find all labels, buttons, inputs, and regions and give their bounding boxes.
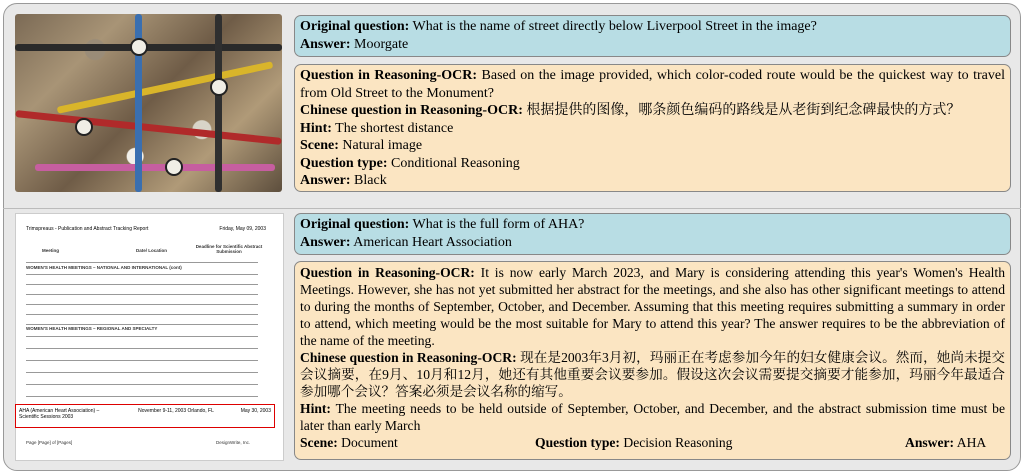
ex1-type xyxy=(300,155,1005,173)
label: Original question: xyxy=(300,19,410,34)
ex1-answer xyxy=(300,172,1005,190)
lego-map-image xyxy=(15,14,282,192)
ex1-reasoning-box xyxy=(294,64,1011,192)
text: What is the full form of AHA? xyxy=(412,217,585,232)
doc-rule xyxy=(26,396,258,397)
doc-header-title: Trimspreaus - Publication and Abstract Tracking Report xyxy=(26,226,149,232)
doc-header xyxy=(26,226,266,232)
doc-rule xyxy=(26,304,258,305)
route-line-dark xyxy=(215,14,222,192)
ex1-hint xyxy=(300,120,1005,138)
label: Question in Reasoning-OCR: xyxy=(300,68,478,83)
label: Answer: xyxy=(300,173,351,188)
doc-header-date: Friday, May 09, 2003 xyxy=(219,226,266,232)
text: It is now early March 2023, and Mary is considering attending this year's Women's Health Meetings. However, she has not yet submitted her abstract for the meetings, and she also has other significant meetings to attend to during the months of September, October, and December. Assuming that this meeting requires submitting a summary in order to attend, which meeting would be the most suitable for Mary to attend this year? The answer requires to be the abbreviation of the name of the meeting. xyxy=(300,265,1005,348)
doc-footer-page: Page [Page] of [Pages] xyxy=(26,440,73,445)
station-marker xyxy=(130,38,148,56)
label: Hint: xyxy=(300,401,331,416)
label: Answer: xyxy=(300,234,351,250)
doc-section-1: WOMEN'S HEALTH MEETINGS – NATIONAL AND INTERNATIONAL (cont) xyxy=(26,265,182,270)
ex2-question xyxy=(300,264,1005,349)
doc-rule xyxy=(26,314,258,315)
route-line-pink xyxy=(35,164,275,171)
label: Chinese question in Reasoning-OCR: xyxy=(300,350,517,365)
doc-col-date: Date/ Location xyxy=(136,248,168,253)
doc-rule xyxy=(26,348,258,349)
panel-divider xyxy=(3,208,1021,209)
doc-rule xyxy=(26,294,258,295)
ex2-type xyxy=(535,434,905,451)
ex1-original-answer xyxy=(300,36,1005,54)
text: The meeting needs to be held outside of September, October, and December, and the abstract submission time must be later than early March xyxy=(300,401,1005,433)
label: Question type: xyxy=(300,155,388,171)
doc-rule xyxy=(26,384,258,385)
route-line-black xyxy=(15,44,282,51)
text: American Heart Association xyxy=(353,234,512,250)
text: The shortest distance xyxy=(335,120,454,136)
label: Question type: xyxy=(535,435,620,450)
ex2-hint xyxy=(300,400,1005,434)
route-line-red xyxy=(15,110,281,145)
ex1-chinese-question xyxy=(300,102,1005,120)
doc-rule xyxy=(26,324,258,325)
doc-footer-company: DesignWrite, Inc. xyxy=(216,440,251,445)
label: Chinese question in Reasoning-OCR: xyxy=(300,103,523,118)
ex2-original-question xyxy=(300,216,1005,234)
text: 现在是2003年3月初，玛丽正在考虑参加今年的妇女健康会议。然而，她尚未提交会议摘要，在9月、10月和12月，她还有其他重要会议要参加。假设这次会议需要提交摘要才能参加，玛丽今年最适合参加哪个会议？答案必须是会议名称的缩写。 xyxy=(300,350,1005,399)
station-marker xyxy=(165,158,183,176)
label: Scene: xyxy=(300,435,338,450)
doc-col-deadline: Deadline for Scientific Abstract Submission xyxy=(195,244,263,254)
text: Moorgate xyxy=(354,36,409,52)
text: Natural image xyxy=(342,138,423,153)
doc-rule xyxy=(26,284,258,285)
highlighted-row xyxy=(15,404,275,428)
label: Answer: xyxy=(300,36,351,52)
ex2-reasoning-box xyxy=(294,261,1011,460)
text: 根据提供的图像，哪条颜色编码的路线是从老街到纪念碑最快的方式？ xyxy=(526,103,961,118)
doc-col-meeting: Meeting xyxy=(42,248,60,253)
ex2-scene xyxy=(300,434,535,451)
text: Conditional Reasoning xyxy=(391,155,520,171)
text: Based on the image provided, which color-coded route would be the quickest way to travel from Old Street to the Monument? xyxy=(300,68,1005,101)
label: Original question: xyxy=(300,217,410,232)
text: Document xyxy=(341,435,398,450)
text: Decision Reasoning xyxy=(623,435,733,450)
label: Answer: xyxy=(905,435,955,450)
doc-section-2: WOMEN'S HEALTH MEETINGS – REGIONAL AND SPECIALTY xyxy=(26,326,158,331)
ex2-chinese-question xyxy=(300,349,1005,400)
ex2-original-answer xyxy=(300,234,1005,252)
ex2-answer xyxy=(905,434,986,451)
document-image xyxy=(15,213,284,461)
text: AHA xyxy=(956,435,987,450)
doc-rule xyxy=(26,360,258,361)
highlighted-meeting: AHA (American Heart Association) – Scientific Sessions 2003 xyxy=(19,408,100,420)
ex1-question xyxy=(300,67,1005,102)
doc-rule xyxy=(26,262,258,263)
doc-rule xyxy=(26,336,258,337)
highlighted-deadline: May 30, 2003 xyxy=(240,408,271,414)
ex1-scene xyxy=(300,137,1005,155)
label: Scene: xyxy=(300,138,339,153)
station-marker xyxy=(210,78,228,96)
highlighted-date: November 9-11, 2003 Orlando, FL xyxy=(138,408,214,414)
ex1-original-question xyxy=(300,18,1005,36)
text: Black xyxy=(354,173,387,188)
ex2-original-box xyxy=(294,213,1011,255)
label: Hint: xyxy=(300,120,332,136)
doc-rule xyxy=(26,274,258,275)
ex2-meta-row xyxy=(300,434,1005,451)
station-marker xyxy=(75,118,93,136)
doc-rule xyxy=(26,372,258,373)
route-line-yellow xyxy=(57,61,274,114)
text: What is the name of street directly below Liverpool Street in the image? xyxy=(412,19,817,34)
label: Question in Reasoning-OCR: xyxy=(300,265,475,280)
ex1-original-box xyxy=(294,15,1011,57)
